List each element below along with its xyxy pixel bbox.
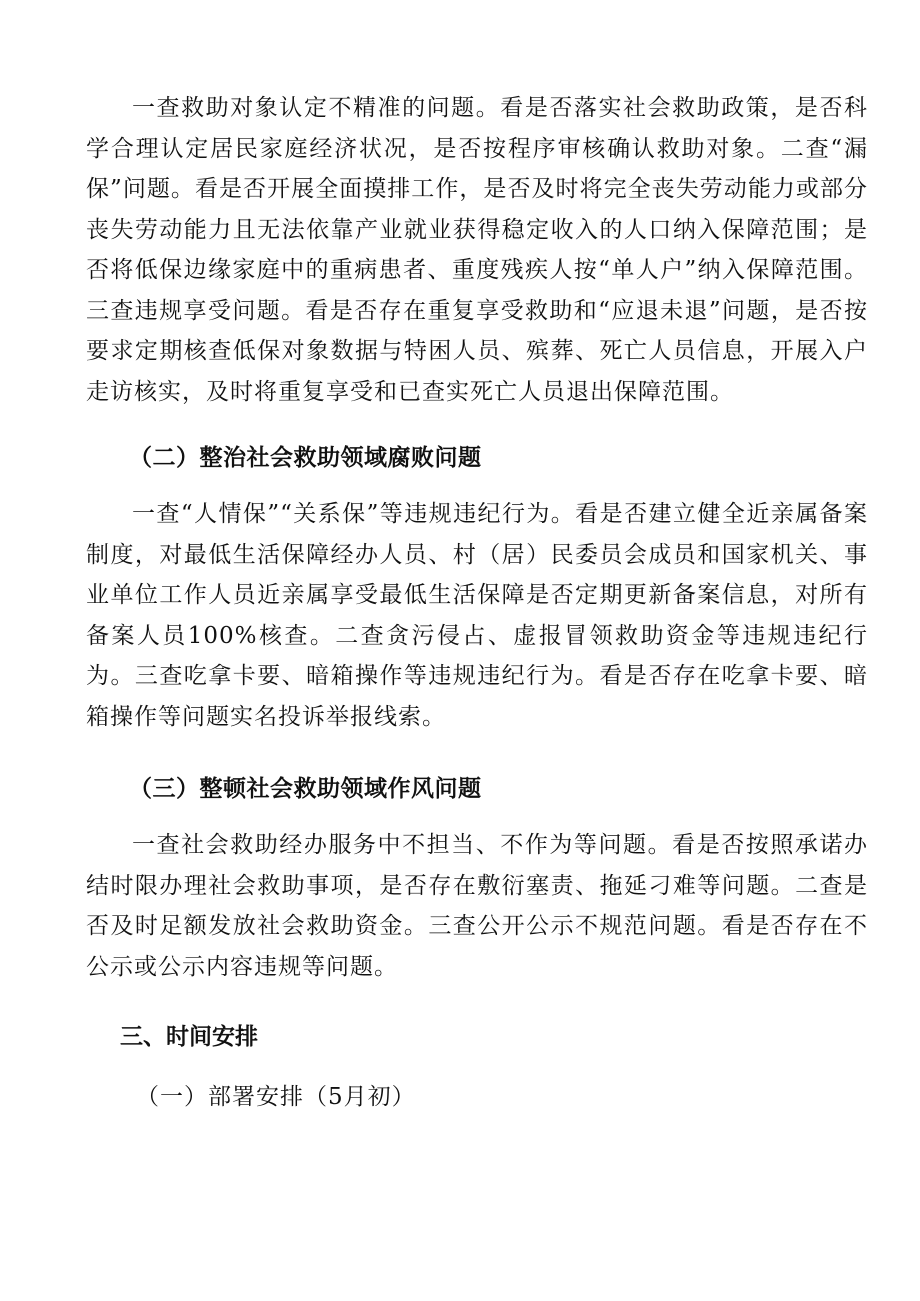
subheading-work-style: （三）整顿社会救助领域作风问题	[129, 776, 482, 802]
item-heading-deployment: （一）部署安排（5月初）	[136, 1084, 416, 1110]
paragraph-verification-issues: 一查救助对象认定不精准的问题。看是否落实社会救助政策，是否科学合理认定居民家庭经济状况，是否按程序审核确认救助对象。二查“漏保”问题。看是否开展全面摸排工作，是否及时将完全丧失劳动能力或部分丧失劳动能力且无法依靠产业就业获得稳定收入的人口纳入保障范围；是否将低保边缘家庭中的重病患者、重度残疾人按“单人户”纳入保障范围。三查违规享受问题。看是否存在重复享受救助和“应退未退”问题，是否按要求定期核查低保对象数据与特困人员、殡葬、死亡人员信息，开展入户走访核实，及时将重复享受和已查实死亡人员退出保障范围。	[86, 95, 868, 405]
paragraph-corruption: 一查“人情保”“关系保”等违规违纪行为。看是否建立健全近亲属备案制度，对最低生活保障经办人员、村（居）民委员会成员和国家机关、事业单位工作人员近亲属享受最低生活保障是否定期更新备案信息，对所有备案人员100%核查。二查贪污侵占、虚报冒领救助资金等违规违纪行为。三查吃拿卡要、暗箱操作等违规违纪行为。看是否存在吃拿卡要、暗箱操作等问题实名投诉举报线索。	[86, 501, 868, 730]
subheading-corruption: （二）整治社会救助领域腐败问题	[129, 445, 482, 471]
paragraph-work-style: 一查社会救助经办服务中不担当、不作为等问题。看是否按照承诺办结时限办理社会救助事项，是否存在敷衍塞责、拖延刁难等问题。二查是否及时足额发放社会救助资金。三查公开公示不规范问题。看是否存在不公示或公示内容违规等问题。	[86, 832, 868, 980]
section-heading-schedule: 三、时间安排	[120, 1024, 258, 1050]
